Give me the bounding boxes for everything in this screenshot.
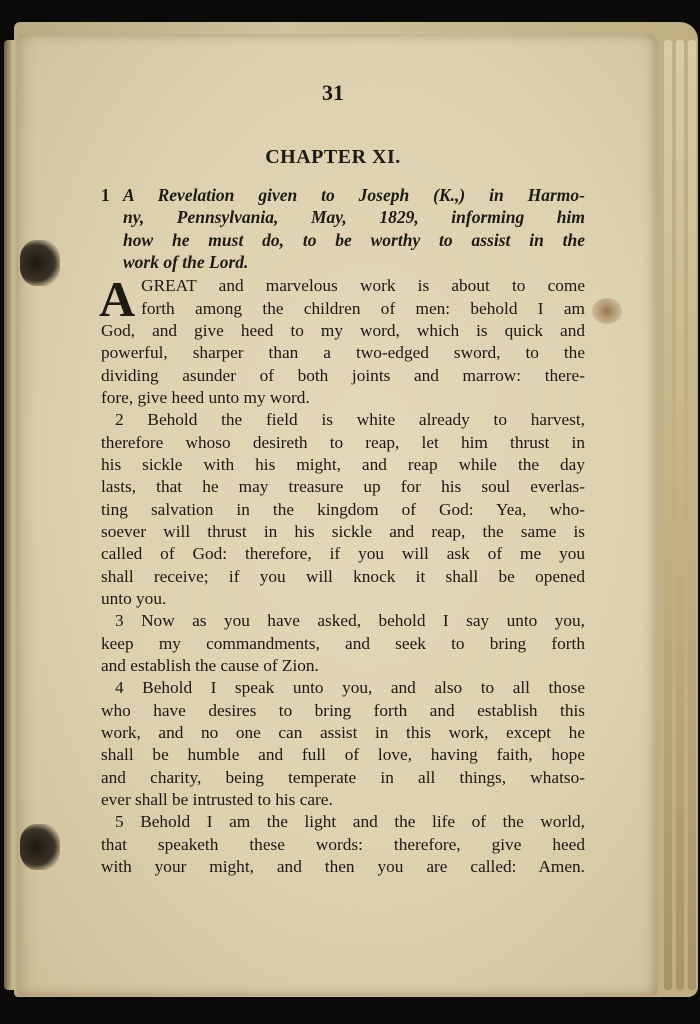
- text-line: his sickle with his might, and reap while the day: [101, 454, 585, 474]
- text-line: soever will thrust in his sickle and reap, the same is: [101, 521, 585, 541]
- text-line: keep my commandments, and seek to bring forth: [101, 633, 585, 653]
- page-edge: [688, 40, 696, 990]
- page-text: [101, 78, 585, 878]
- chapter-title: CHAPTER XI.: [265, 146, 401, 168]
- stain: [592, 298, 622, 324]
- paragraph-5: [101, 811, 585, 878]
- text-line: and charity, being temperate in all things, whatso-: [101, 767, 585, 787]
- paragraph-1: [99, 271, 585, 409]
- text-line: called of God: therefore, if you will ask of me you: [101, 544, 585, 564]
- headnote-line: how he must do, to be worthy to assist in the: [123, 229, 585, 250]
- text-line: that speaketh these words: therefore, give heed: [101, 834, 585, 854]
- paragraph-3: [101, 610, 585, 677]
- chapter-body: [99, 271, 585, 878]
- text-line: GREAT and marvelous work is about to come: [141, 276, 585, 296]
- text-line: unto you.: [101, 589, 167, 608]
- text-line: 4 Behold I speak unto you, and also to all those: [115, 678, 585, 698]
- binding-hole: [20, 240, 60, 286]
- paragraph-4: [101, 677, 585, 811]
- paragraph-2: [101, 409, 585, 610]
- text-line: work, and no one can assist in this work, except he: [101, 723, 585, 743]
- text-line: fore, give heed unto my word.: [101, 387, 310, 407]
- text-line: powerful, sharper than a two-edged sword, to the: [101, 343, 585, 363]
- text-line: 5 Behold I am the light and the life of the world,: [115, 812, 585, 832]
- text-line: ever shall be intrusted to his care.: [101, 790, 333, 810]
- text-line: therefore whoso desireth to reap, let him thrust in: [101, 432, 585, 452]
- page-number: 31: [322, 80, 344, 105]
- text-line: who have desires to bring forth and establish this: [101, 700, 585, 720]
- headnote-line: work of the Lord.: [123, 251, 249, 272]
- text-line: dividing asunder of both joints and marrow: there-: [101, 365, 585, 385]
- text-line: ting salvation in the kingdom of God: Yea, who-: [101, 499, 585, 519]
- chapter-headnote: [101, 184, 585, 273]
- text-line: shall be humble and full of love, having faith, hope: [101, 745, 585, 765]
- text-line: and establish the cause of Zion.: [101, 656, 319, 676]
- headnote-verse-number: 1: [101, 185, 110, 205]
- text-line: 3 Now as you have asked, behold I say unto you,: [115, 611, 585, 631]
- text-line: with your might, and then you are called: Amen.: [101, 857, 585, 877]
- text-line: shall receive; if you will knock it shall be opened: [101, 566, 585, 586]
- text-line: 2 Behold the field is white already to harvest,: [115, 410, 585, 430]
- page-edge: [664, 40, 672, 990]
- page-edge: [676, 40, 684, 990]
- headnote-line: ny, Pennsylvania, May, 1829, informing him: [123, 207, 585, 228]
- binding-hole: [20, 824, 60, 870]
- drop-cap: A: [99, 271, 136, 328]
- text-line: lasts, that he may treasure up for his soul everlas-: [101, 477, 585, 497]
- headnote-line: A Revelation given to Joseph (K.,) in Harmo-: [123, 185, 585, 205]
- text-line: forth among the children of men: behold I am: [141, 298, 585, 318]
- text-line: God, and give heed to my word, which is quick and: [101, 320, 585, 340]
